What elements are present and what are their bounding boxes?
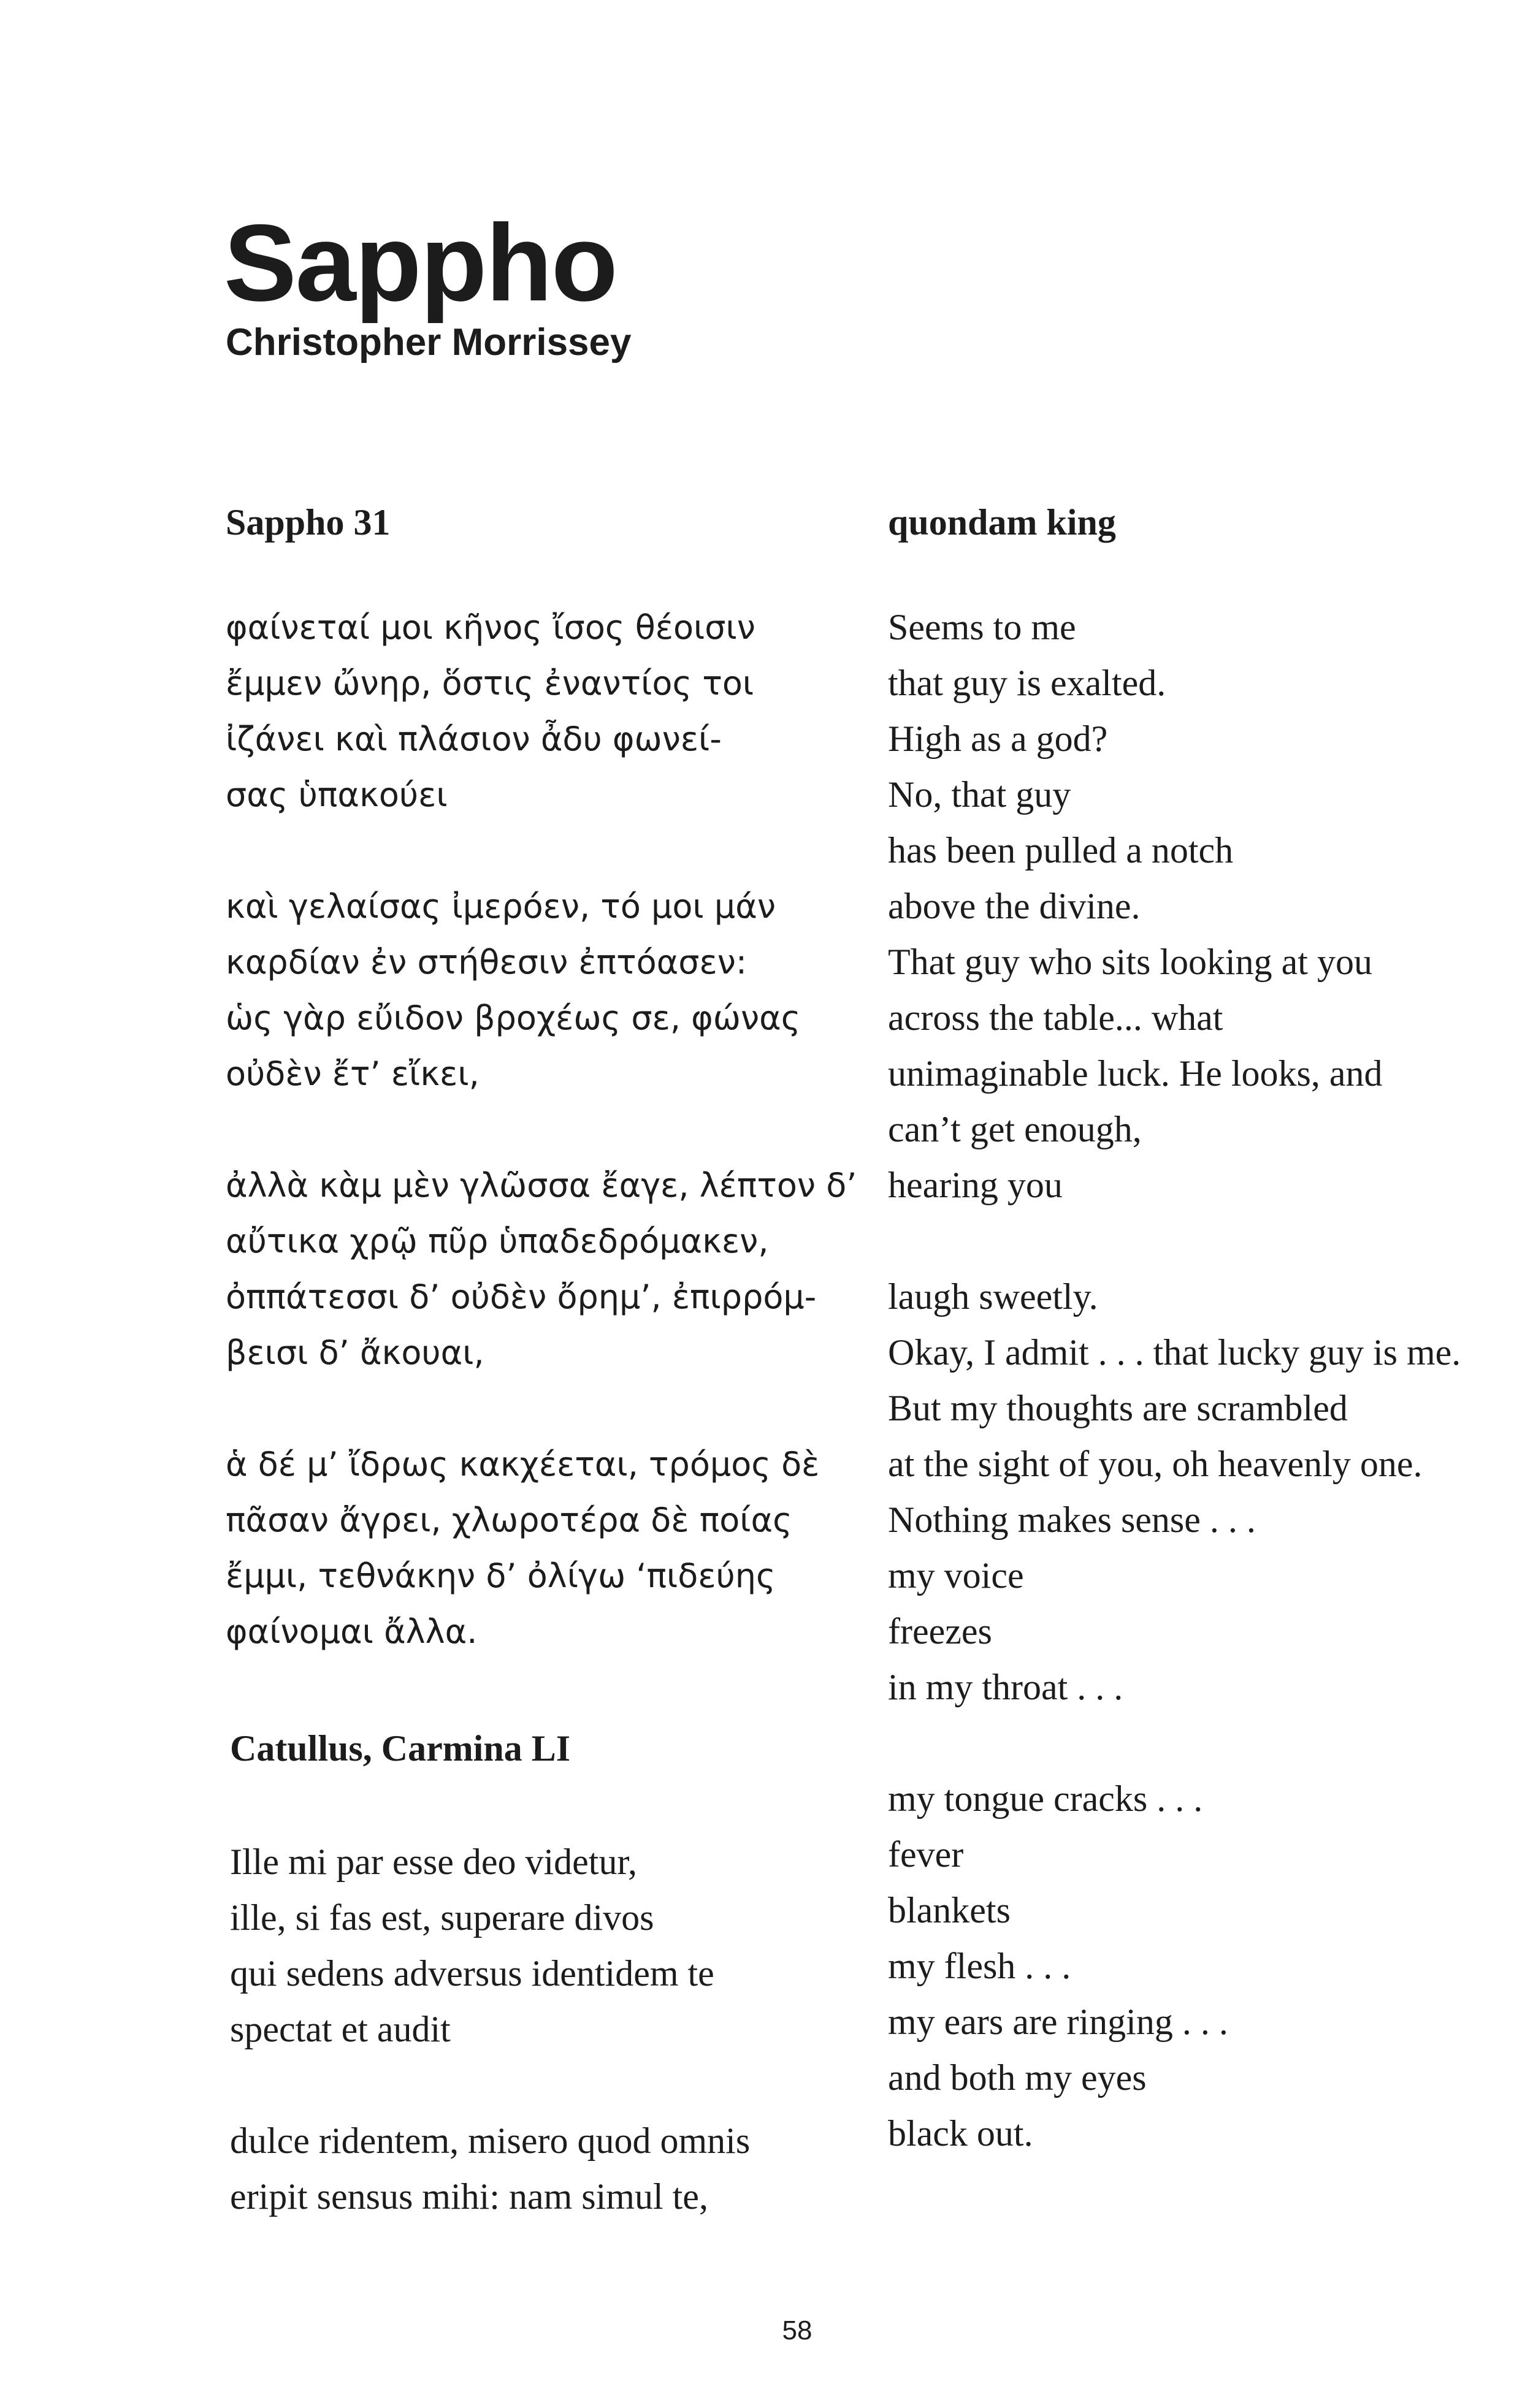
greek-line: φαίνομαι ἄλλα.: [226, 1612, 478, 1651]
greek-poem: [226, 600, 876, 1659]
greek-line: οὐδὲν ἔτ’ εἴκει,: [226, 1054, 480, 1093]
poem-line: High as a god?: [888, 718, 1108, 759]
greek-line: ἀλλὰ κὰμ μὲν γλῶσσα ἔαγε, λέπτον δ’: [226, 1166, 857, 1205]
latin-line: Ille mi par esse deo videtur,: [230, 1842, 638, 1882]
poem-line: that guy is exalted.: [888, 663, 1166, 703]
poem-line: Nothing makes sense . . .: [888, 1499, 1256, 1540]
quondam-king-heading: quondam king: [888, 502, 1116, 543]
poem-line: in my throat . . .: [888, 1667, 1123, 1707]
author-name: Christopher Morrissey: [226, 321, 632, 364]
english-poem: [888, 600, 1526, 2162]
page-number: 58: [782, 2315, 812, 2345]
greek-line: ἔμμεν ὤνηρ, ὅστις ἐναντίος τοι: [226, 664, 754, 703]
greek-line: αὔτικα χρῷ πῦρ ὑπαδεδρόμακεν,: [226, 1222, 769, 1260]
poem-line: That guy who sits looking at you: [888, 942, 1372, 982]
poem-line: and both my eyes: [888, 2057, 1147, 2098]
poem-line: can’t get enough,: [888, 1109, 1142, 1149]
poem-line: black out.: [888, 2113, 1033, 2154]
latin-line: ille, si fas est, superare divos: [230, 1897, 654, 1938]
poem-line: my flesh . . .: [888, 1946, 1071, 1986]
poem-line: hearing you: [888, 1165, 1063, 1205]
stanza-gap: [230, 2057, 880, 2113]
poem-line: laugh sweetly.: [888, 1276, 1098, 1317]
poem-line: But my thoughts are scrambled: [888, 1388, 1348, 1428]
latin-poem: [230, 1834, 880, 2225]
latin-line: spectat et audit: [230, 2009, 451, 2049]
stanza-gap: [888, 1715, 1526, 1771]
latin-line: eripit sensus mihi: nam simul te,: [230, 2176, 708, 2217]
stanza-gap: [888, 1213, 1526, 1269]
poem-line: fever: [888, 1834, 964, 1875]
greek-line: ὡς γὰρ εὔιδον βροχέως σε, φώνας: [226, 999, 801, 1037]
greek-line: ἁ δέ μ’ ἴδρως κακχέεται, τρόμος δὲ: [226, 1445, 820, 1484]
poem-line: Seems to me: [888, 607, 1076, 647]
poem-line: at the sight of you, oh heavenly one.: [888, 1444, 1423, 1484]
stanza-gap: [226, 823, 876, 878]
poem-line: my tongue cracks . . .: [888, 1778, 1203, 1819]
greek-line: σας ὑπακούει: [226, 775, 448, 814]
greek-line: φαίνεταί μοι κῆνος ἴσος θέοισιν: [226, 608, 755, 647]
poem-line: freezes: [888, 1611, 992, 1652]
poem-line: above the divine.: [888, 886, 1141, 926]
poem-line: my voice: [888, 1555, 1024, 1596]
stanza-gap: [226, 1381, 876, 1436]
greek-line: καρδίαν ἐν στήθεσιν ἐπτόασεν:: [226, 943, 747, 981]
greek-line: βεισι δ’ ἄκουαι,: [226, 1333, 484, 1372]
poem-line: across the table... what: [888, 997, 1223, 1038]
stanza-gap: [226, 1102, 876, 1157]
greek-line: ἔμμι, τεθνάκην δ’ ὀλίγω ‘πιδεύης: [226, 1556, 776, 1595]
latin-line: qui sedens adversus identidem te: [230, 1953, 714, 1994]
greek-line: ἰζάνει καὶ πλάσιον ἆδυ φωνεί-: [226, 720, 722, 758]
poem-line: unimaginable luck. He looks, and: [888, 1053, 1383, 1094]
sappho-31-heading: Sappho 31: [226, 502, 391, 543]
greek-line: καὶ γελαίσας ἰμερόεν, τό μοι μάν: [226, 887, 776, 926]
page-title: Sappho: [224, 202, 617, 324]
greek-line: πᾶσαν ἄγρει, χλωροτέρα δὲ ποίας: [226, 1501, 792, 1539]
catullus-heading: Catullus, Carmina LI: [230, 1728, 571, 1769]
greek-line: ὀππάτεσσι δ’ οὐδὲν ὄρημ’, ἐπιρρόμ-: [226, 1278, 817, 1316]
poem-line: No, that guy: [888, 774, 1071, 815]
poem-line: blankets: [888, 1890, 1011, 1930]
poem-line: Okay, I admit . . . that lucky guy is me.: [888, 1332, 1461, 1373]
latin-line: dulce ridentem, misero quod omnis: [230, 2120, 751, 2161]
poem-line: my ears are ringing . . .: [888, 2002, 1228, 2042]
poem-line: has been pulled a notch: [888, 830, 1234, 871]
